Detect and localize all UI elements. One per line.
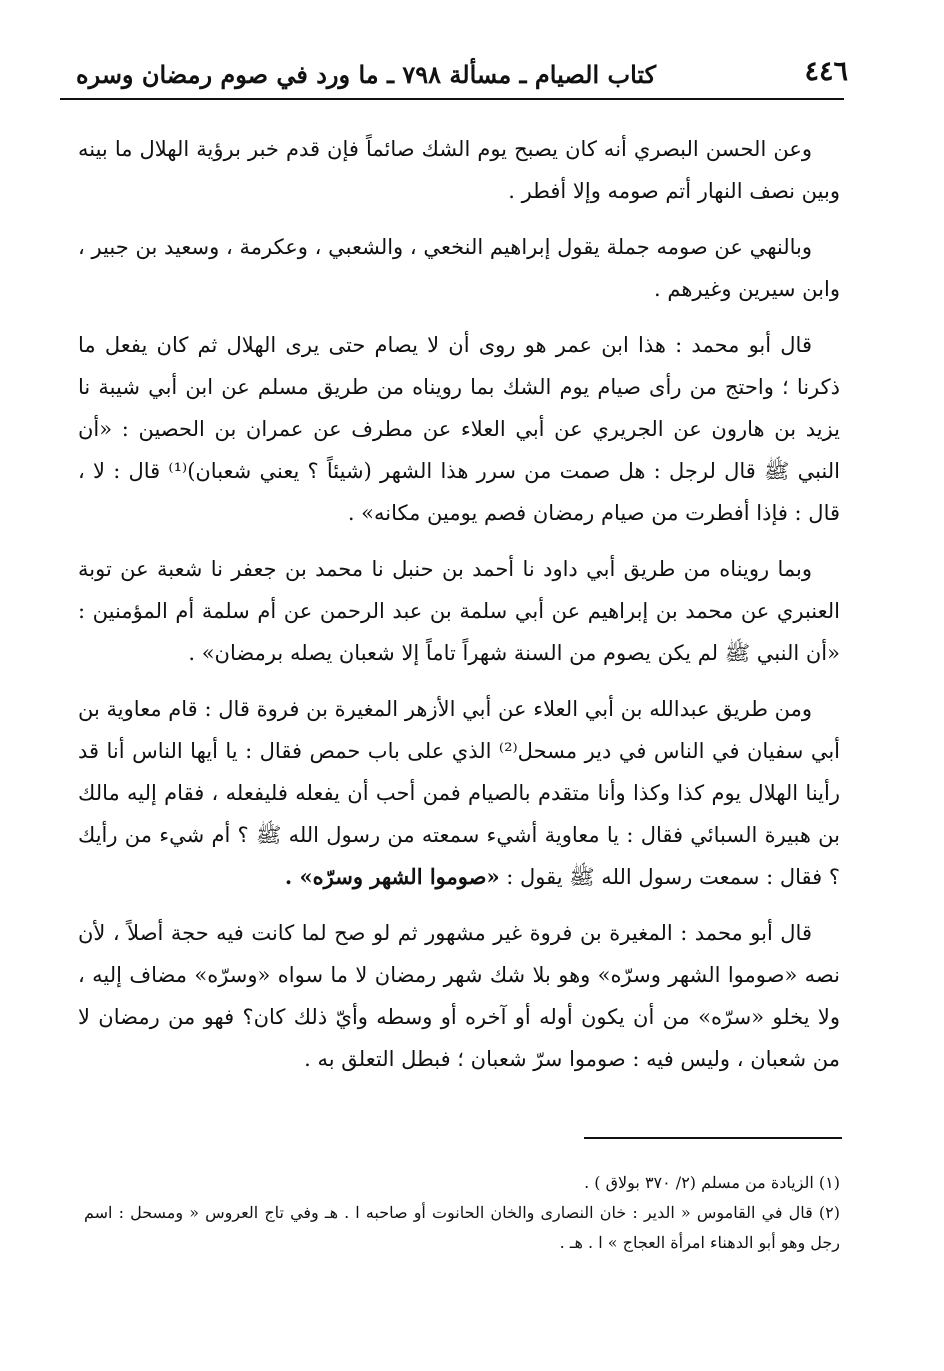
paragraph: وبما رويناه من طريق أبي داود نا أحمد بن حنبل نا محمد بن جعفر نا شعبة عن توبة العنبري عن محمد بن إبراهيم عن أبي سلمة بن عبد الرحمن عن أم سلمة أم المؤمنين : «أن النبي ﷺ لم يكن يصوم من السنة شهراً تاماً إلا شعبان يصله برمضان» . (78, 557, 840, 665)
paragraph: وبالنهي عن صومه جملة يقول إبراهيم النخعي ، والشعبي ، وعكرمة ، وسعيد بن جبير ، وابن سيرين وغيرهم . (78, 235, 840, 301)
main-text (78, 128, 840, 1094)
footnote: (١) الزيادة من مسلم (٢/ ٣٧٠ بولاق ) . (584, 1173, 840, 1192)
paragraph-with-quote (78, 688, 840, 898)
page-header (60, 52, 848, 100)
paragraph-text: ومن طريق عبدالله بن أبي العلاء عن أبي الأزهر المغيرة بن فروة قال : قام معاوية بن أبي سفيان في الناس في دير مسحل⁽²⁾ الذي على باب حمص فقال : يا أيها الناس أنا قد رأينا الهلال يوم كذا وكذا وأنا متقدم بالصيام فمن أحب أن يفعله فليفعله ، فقام إليه مالك بن هبيرة السبائي فقال : يا معاوية أشيء سمعته من رسول الله ﷺ ؟ أم شيء من رأيك ؟ فقال : سمعت رسول الله ﷺ يقول : (78, 697, 841, 889)
paragraph: قال أبو محمد : هذا ابن عمر هو روى أن لا يصام حتى يرى الهلال ثم كان يفعل ما ذكرنا ؛ واحتج من رأى صيام يوم الشك بما رويناه من طريق مسلم عن ابن أبي شيبة نا يزيد بن هارون عن الجريري عن أبي العلاء عن مطرف عن عمران بن الحصين : «أن النبي ﷺ قال لرجل : هل صمت من سرر هذا الشهر (شيئاً ؟ يعني شعبان)⁽¹⁾ قال : لا ، قال : فإذا أفطرت من صيام رمضان فصم يومين مكانه» . (78, 333, 840, 525)
page-number: ٤٤٦ (804, 56, 848, 87)
footnotes (84, 1168, 840, 1258)
footnote-divider (584, 1137, 842, 1139)
running-title: كتاب الصيام ـ مسألة ٧٩٨ ـ ما ورد في صوم رمضان وسره (76, 60, 657, 89)
paragraph: قال أبو محمد : المغيرة بن فروة غير مشهور ثم لو صح لما كانت فيه حجة أصلاً ، لأن نصه «صوموا الشهر وسرّه» وهو بلا شك شهر رمضان لا ما سواه «وسرّه» مضاف إليه ، ولا يخلو «سرّه» من أن يكون أوله أو آخره أو وسطه وأيّ ذلك كان؟ فهو من رمضان لا من شعبان ، وليس فيه : صوموا سرّ شعبان ؛ فبطل التعلق به . (78, 921, 840, 1071)
hadith-quote: «صوموا الشهر وسرّه» . (284, 864, 500, 889)
footnote: (٢) قال في القاموس « الدير : خان النصارى والخان الحانوت أو صاحبه ا . هـ وفي تاج العروس « ومسحل : اسم رجل وهو أبو الدهناء امرأة العجاج » ا . هـ . (84, 1203, 840, 1252)
paragraph: وعن الحسن البصري أنه كان يصبح يوم الشك صائماً فإن قدم خبر برؤية الهلال ما بينه وبين نصف النهار أتم صومه وإلا أفطر . (78, 137, 840, 203)
